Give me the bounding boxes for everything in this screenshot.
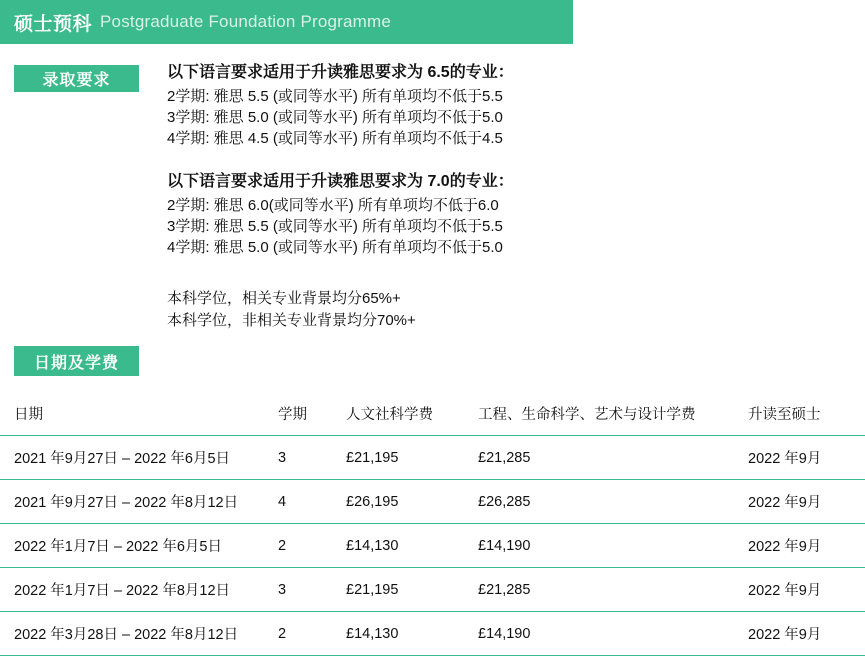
- row-date: 2022 年3月28日 – 2022 年8月12日: [0, 612, 278, 656]
- degree-requirement-line-2: 本科学位，非相关专业背景均分70%+: [167, 312, 416, 329]
- row-progression: 2022 年9月: [748, 612, 865, 656]
- table-row: [0, 480, 865, 524]
- degree-requirement-line-1: 本科学位，相关专业背景均分65%+: [167, 290, 401, 307]
- row-progression: 2022 年9月: [748, 568, 865, 612]
- row-fee-humanities: £21,195: [346, 436, 478, 480]
- table-header-date: 日期: [0, 396, 278, 436]
- row-date: 2022 年1月7日 – 2022 年6月5日: [0, 524, 278, 568]
- row-fee-engineering: £21,285: [478, 436, 748, 480]
- table-header-progression: 升读至硕士: [748, 396, 865, 436]
- row-fee-engineering: £21,285: [478, 568, 748, 612]
- page-title-en: Postgraduate Foundation Programme: [100, 12, 392, 31]
- row-progression: 2022 年9月: [748, 480, 865, 524]
- requirement-group-1-heading: 以下语言要求适用于升读雅思要求为 6.5的专业：: [167, 64, 514, 81]
- table-row: [0, 524, 865, 568]
- table-header-row: [0, 396, 865, 436]
- row-date: 2021 年9月27日 – 2022 年6月5日: [0, 436, 278, 480]
- page-title-bar: [0, 0, 573, 44]
- row-fee-engineering: £14,190: [478, 524, 748, 568]
- row-term: 3: [278, 568, 346, 612]
- row-fee-engineering: £26,285: [478, 480, 748, 524]
- table-row: [0, 568, 865, 612]
- row-date: 2022 年1月7日 – 2022 年8月12日: [0, 568, 278, 612]
- requirement-group-1-line-1: 2学期: 雅思 5.5 (或同等水平) 所有单项均不低于5.5: [167, 88, 503, 105]
- requirements-spacer: [167, 149, 767, 171]
- section-label-admission: 录取要求: [14, 65, 139, 92]
- row-term: 2: [278, 612, 346, 656]
- row-fee-humanities: £14,130: [346, 524, 478, 568]
- degree-requirements-block: [167, 288, 767, 332]
- row-fee-humanities: £14,130: [346, 612, 478, 656]
- admission-requirements-block: [167, 62, 767, 332]
- requirement-group-2-line-3: 4学期: 雅思 5.0 (或同等水平) 所有单项均不低于5.0: [167, 239, 503, 256]
- requirement-group-2-line-2: 3学期: 雅思 5.5 (或同等水平) 所有单项均不低于5.5: [167, 218, 503, 235]
- table-header-fee-humanities: 人文社科学费: [346, 396, 478, 436]
- row-term: 4: [278, 480, 346, 524]
- row-progression: 2022 年9月: [748, 524, 865, 568]
- requirement-group-1-line-2: 3学期: 雅思 5.0 (或同等水平) 所有单项均不低于5.0: [167, 109, 503, 126]
- row-date: 2021 年9月27日 – 2022 年8月12日: [0, 480, 278, 524]
- table-row: [0, 436, 865, 480]
- table-header-fee-engineering: 工程、生命科学、艺术与设计学费: [478, 396, 748, 436]
- dates-fees-table: [0, 396, 865, 656]
- row-fee-engineering: £14,190: [478, 612, 748, 656]
- row-fee-humanities: £26,195: [346, 480, 478, 524]
- requirement-group-1-line-3: 4学期: 雅思 4.5 (或同等水平) 所有单项均不低于4.5: [167, 130, 503, 147]
- row-progression: 2022 年9月: [748, 436, 865, 480]
- requirement-group-2-line-1: 2学期: 雅思 6.0(或同等水平) 所有单项均不低于6.0: [167, 197, 499, 214]
- page-title-cn: 硕士预科: [14, 13, 93, 35]
- row-term: 3: [278, 436, 346, 480]
- row-term: 2: [278, 524, 346, 568]
- row-fee-humanities: £21,195: [346, 568, 478, 612]
- requirement-group-2-heading: 以下语言要求适用于升读雅思要求为 7.0的专业：: [167, 173, 514, 190]
- table-row: [0, 612, 865, 656]
- table-header-term: 学期: [278, 396, 346, 436]
- section-label-dates-fees: 日期及学费: [14, 346, 139, 376]
- dates-fees-table-wrapper: [0, 396, 865, 656]
